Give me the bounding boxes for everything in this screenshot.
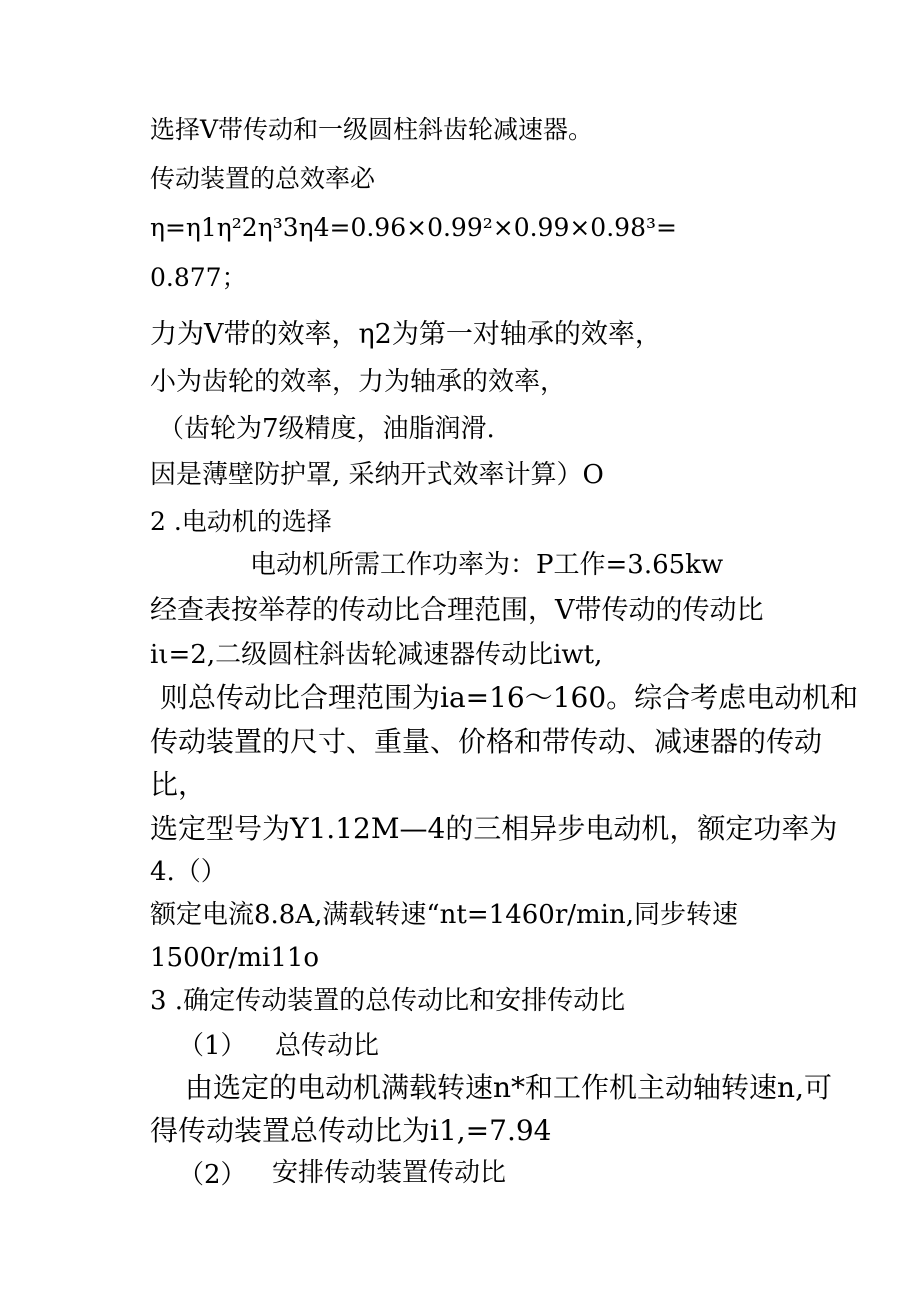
subsection-title-1: 总传动比 [275,1031,380,1061]
text-line-15: 比， [150,768,207,801]
text-line-24: 得传动装置总传动比为i1,=7.94 [150,1114,552,1147]
text-line-18: 额定电流8.8A,满载转速“nt=1460r/min,同步转速 [150,900,738,930]
text-line-19: 1500r/mi11o [150,943,320,973]
text-line-2: 传动装置的总效率必 [150,164,376,193]
subsection-number-2: （2） [178,1160,247,1190]
formula-efficiency: η=η1η²2η³3η4=0.96×0.99²×0.99×0.98³= [150,213,677,242]
text-line-10: 电动机所需工作功率为：P工作=3.65kw [250,550,724,580]
text-line-1: 选择V带传动和一级圆柱斜齿轮减速器。 [150,115,594,144]
text-line-23: 由选定的电动机满载转速n*和工作机主动轴转速n,可 [185,1071,832,1104]
text-line-14: 传动装置的尺寸、重量、价格和带传动、减速器的传动 [150,725,823,758]
text-line-7: （齿轮为7级精度，油脂润滑. [158,414,495,444]
text-line-4: 0.877； [150,263,247,292]
text-line-16: 选定型号为Y1.12M—4的三相异步电动机，额定功率为 [150,812,838,845]
text-line-13: 则总传动比合理范围为ia=16～160。综合考虑电动机和 [160,681,859,714]
text-line-5: 力为V带的效率，η2为第一对轴承的效率， [150,319,662,350]
text-line-17: 4.（） [150,857,227,887]
text-line-6: 小为齿轮的效率，力为轴承的效率， [150,367,567,397]
text-line-8: 因是薄壁防护罩, 采纳开式效率计算）O [150,460,604,490]
section-heading-2: 2 .电动机的选择 [150,507,332,536]
text-line-11: 经查表按举荐的传动比合理范围，V带传动的传动比 [150,595,764,626]
subsection-title-2: 安排传动装置传动比 [272,1158,507,1188]
text-line-12: iι=2,二级圆柱斜齿轮减速器传动比iwt, [150,640,603,670]
subsection-number-1: （1） [178,1031,247,1061]
section-heading-3: 3 .确定传动装置的总传动比和安排传动比 [150,986,626,1016]
